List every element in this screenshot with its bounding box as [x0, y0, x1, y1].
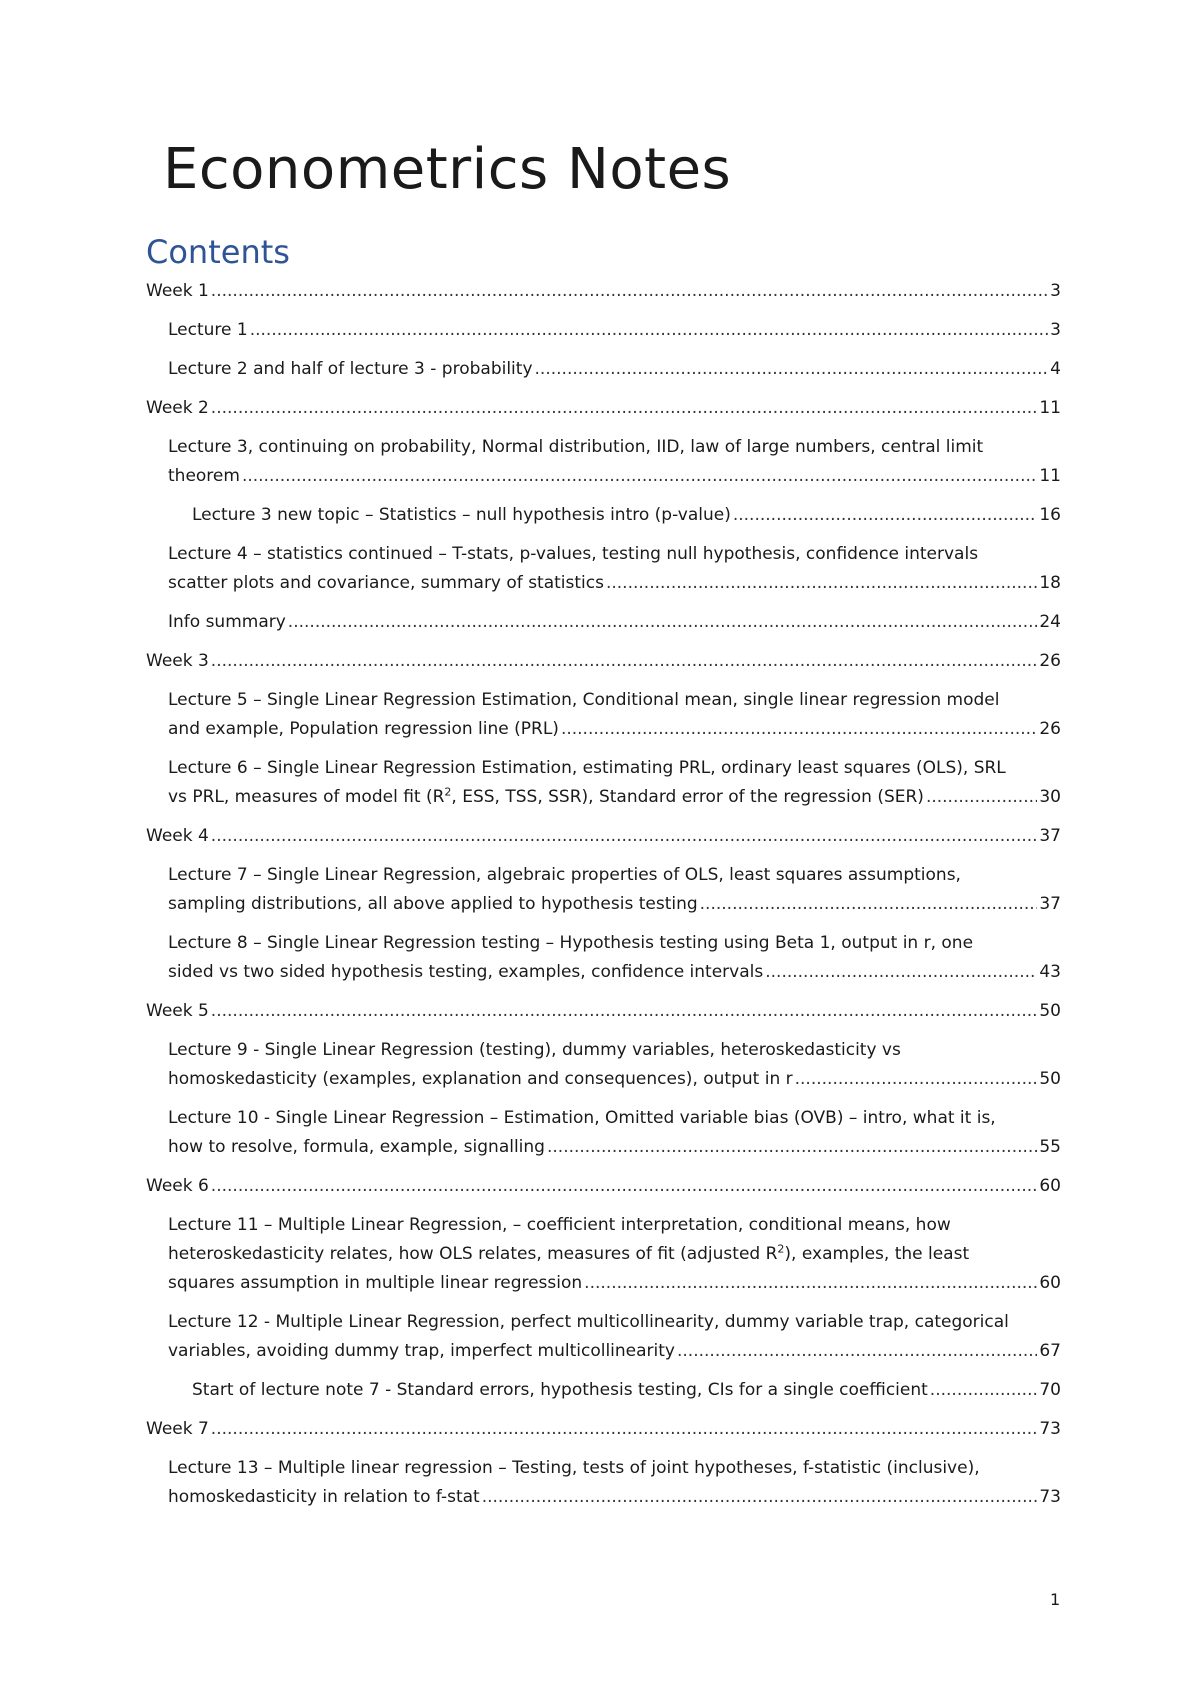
toc-label: Start of lecture note 7 - Standard errors, hypothesis testing, CIs for a single coefficient	[192, 1380, 928, 1400]
toc-page-number: 73	[1039, 1487, 1061, 1507]
toc-label-line1: Lecture 7 – Single Linear Regression, algebraic properties of OLS, least squares assumptions,	[168, 865, 961, 885]
toc-entry-week3[interactable]	[146, 647, 1061, 676]
toc-page-number: 11	[1039, 466, 1061, 486]
superscript: 2	[777, 1242, 785, 1256]
toc-entry-week5[interactable]	[146, 997, 1061, 1026]
toc-label-line2: scatter plots and covariance, summary of statistics	[168, 573, 604, 593]
toc-entry-week4[interactable]	[146, 822, 1061, 851]
dot-leader	[242, 462, 1037, 491]
dot-leader	[211, 822, 1038, 851]
toc-entry-week6[interactable]	[146, 1172, 1061, 1201]
toc-label-line1: Lecture 13 – Multiple linear regression – Testing, tests of joint hypotheses, f-statistic (inclusive),	[168, 1458, 980, 1478]
toc-label-line1: Lecture 10 - Single Linear Regression – Estimation, Omitted variable bias (OVB) – intro, what it is,	[168, 1108, 996, 1128]
toc-page-number: 50	[1039, 1069, 1061, 1089]
toc-label-line2	[168, 783, 924, 812]
toc-label-part: , ESS, TSS, SSR), Standard error of the regression (SER)	[451, 787, 924, 807]
toc-page-number: 26	[1039, 651, 1061, 671]
toc-label-part: vs PRL, measures of model fit (R	[168, 787, 445, 807]
toc-label-line2: homoskedasticity (examples, explanation and consequences), output in r	[168, 1069, 793, 1089]
toc-entry-lecture7[interactable]	[146, 861, 1061, 919]
toc-label-line2: variables, avoiding dummy trap, imperfect multicollinearity	[168, 1341, 675, 1361]
toc-page-number: 3	[1050, 281, 1061, 301]
dot-leader	[288, 608, 1038, 637]
toc-label-part: heteroskedasticity relates, how OLS relates, measures of fit (adjusted R	[168, 1244, 778, 1264]
toc-page-number: 43	[1039, 962, 1061, 982]
toc-page-number: 24	[1039, 612, 1061, 632]
toc-page-number: 16	[1039, 505, 1061, 525]
toc-entry-lecture6[interactable]	[146, 754, 1061, 812]
toc-label-line2	[168, 1240, 1061, 1269]
dot-leader	[211, 1415, 1038, 1444]
toc-label: Week 4	[146, 826, 209, 846]
toc-label-line3: squares assumption in multiple linear regression	[168, 1273, 583, 1293]
dot-leader	[677, 1337, 1037, 1366]
dot-leader	[535, 355, 1049, 384]
toc-label-line1: Lecture 5 – Single Linear Regression Estimation, Conditional mean, single linear regression model	[168, 690, 1000, 710]
toc-entry-lecture9[interactable]	[146, 1036, 1061, 1094]
dot-leader	[795, 1065, 1038, 1094]
dot-leader	[211, 277, 1048, 306]
dot-leader	[561, 715, 1037, 744]
toc-page-number: 70	[1039, 1380, 1061, 1400]
toc-label-line2: sided vs two sided hypothesis testing, examples, confidence intervals	[168, 962, 764, 982]
toc-label-line2: how to resolve, formula, example, signalling	[168, 1137, 545, 1157]
toc-label-line2: sampling distributions, all above applied to hypothesis testing	[168, 894, 698, 914]
toc-label: Week 1	[146, 281, 209, 301]
dot-leader	[211, 647, 1038, 676]
toc-entry-lecture3-probability[interactable]	[146, 433, 1061, 491]
toc-label: Info summary	[168, 612, 286, 632]
toc-label: Week 3	[146, 651, 209, 671]
dot-leader	[930, 1376, 1038, 1405]
dot-leader	[733, 501, 1038, 530]
toc-page-number: 18	[1039, 573, 1061, 593]
toc-entry-lecture10[interactable]	[146, 1104, 1061, 1162]
toc-page-number: 3	[1050, 320, 1061, 340]
toc-entry-lecture1[interactable]	[146, 316, 1061, 345]
toc-entry-week1[interactable]	[146, 277, 1061, 306]
toc-label: Week 2	[146, 398, 209, 418]
toc-label: Lecture 2 and half of lecture 3 - probability	[168, 359, 533, 379]
toc-page-number: 73	[1039, 1419, 1061, 1439]
toc-entry-week7[interactable]	[146, 1415, 1061, 1444]
toc-entry-lecture-note-7[interactable]	[146, 1376, 1061, 1405]
toc-page-number: 26	[1039, 719, 1061, 739]
toc-label: Lecture 3 new topic – Statistics – null hypothesis intro (p-value)	[192, 505, 731, 525]
dot-leader	[606, 569, 1037, 598]
table-of-contents	[146, 277, 1061, 1522]
toc-entry-info-summary[interactable]	[146, 608, 1061, 637]
toc-label-line1: Lecture 4 – statistics continued – T-stats, p-values, testing null hypothesis, confidence intervals	[168, 544, 979, 564]
toc-entry-lecture12[interactable]	[146, 1308, 1061, 1366]
page-number: 1	[1050, 1590, 1061, 1609]
dot-leader	[482, 1483, 1038, 1512]
dot-leader	[547, 1133, 1037, 1162]
toc-entry-lecture5[interactable]	[146, 686, 1061, 744]
toc-label-line1: Lecture 12 - Multiple Linear Regression, perfect multicollinearity, dummy variable trap, categorical	[168, 1312, 1009, 1332]
toc-entry-lecture4[interactable]	[146, 540, 1061, 598]
toc-label-line1: Lecture 9 - Single Linear Regression (testing), dummy variables, heteroskedasticity vs	[168, 1040, 901, 1060]
toc-page-number: 4	[1050, 359, 1061, 379]
toc-label: Week 7	[146, 1419, 209, 1439]
dot-leader	[926, 783, 1037, 812]
toc-entry-lecture3-statistics[interactable]	[146, 501, 1061, 530]
toc-entry-week2[interactable]	[146, 394, 1061, 423]
dot-leader	[211, 394, 1038, 423]
toc-page-number: 37	[1039, 826, 1061, 846]
toc-page-number: 37	[1039, 894, 1061, 914]
toc-label-line1: Lecture 6 – Single Linear Regression Estimation, estimating PRL, ordinary least squares (OLS), SRL	[168, 758, 1006, 778]
superscript: 2	[444, 785, 452, 799]
dot-leader	[250, 316, 1048, 345]
contents-heading: Contents	[146, 233, 290, 271]
document-title: Econometrics Notes	[163, 137, 732, 202]
dot-leader	[765, 958, 1037, 987]
toc-label-line1: Lecture 3, continuing on probability, Normal distribution, IID, law of large numbers, central limit	[168, 437, 984, 457]
toc-page-number: 50	[1039, 1001, 1061, 1021]
toc-label-line2: and example, Population regression line (PRL)	[168, 719, 559, 739]
toc-page-number: 11	[1039, 398, 1061, 418]
toc-entry-lecture8[interactable]	[146, 929, 1061, 987]
toc-page-number: 30	[1039, 787, 1061, 807]
toc-page-number: 60	[1039, 1176, 1061, 1196]
toc-label-line2: theorem	[168, 466, 240, 486]
toc-label-line2: homoskedasticity in relation to f-stat	[168, 1487, 480, 1507]
toc-entry-lecture11[interactable]	[146, 1211, 1061, 1298]
toc-label: Week 5	[146, 1001, 209, 1021]
toc-page-number: 67	[1039, 1341, 1061, 1361]
toc-label: Week 6	[146, 1176, 209, 1196]
toc-page-number: 60	[1039, 1273, 1061, 1293]
toc-label-part: ), examples, the least	[784, 1244, 970, 1264]
dot-leader	[211, 1172, 1038, 1201]
dot-leader	[211, 997, 1038, 1026]
toc-entry-lecture13[interactable]	[146, 1454, 1061, 1512]
toc-page-number: 55	[1039, 1137, 1061, 1157]
dot-leader	[584, 1269, 1037, 1298]
toc-entry-lecture2[interactable]	[146, 355, 1061, 384]
dot-leader	[700, 890, 1038, 919]
toc-label: Lecture 1	[168, 320, 248, 340]
toc-label-line1: Lecture 11 – Multiple Linear Regression, – coefficient interpretation, conditional means, how	[168, 1215, 951, 1235]
toc-label-line1: Lecture 8 – Single Linear Regression testing – Hypothesis testing using Beta 1, output in r, one	[168, 933, 974, 953]
